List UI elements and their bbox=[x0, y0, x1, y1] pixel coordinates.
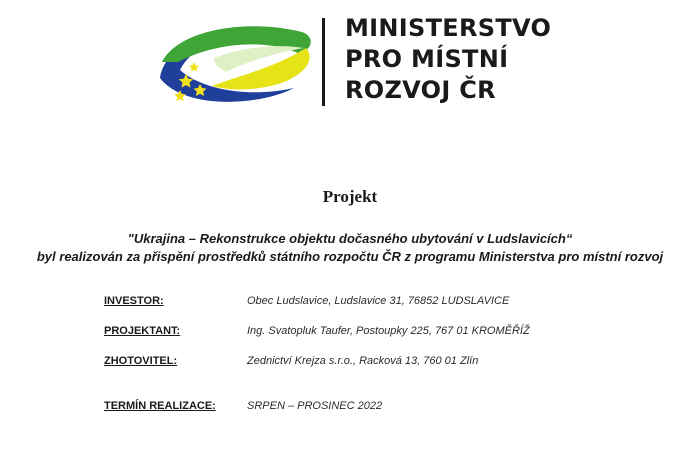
projektant-label: PROJEKTANT: bbox=[104, 325, 181, 337]
ministry-name bbox=[345, 13, 551, 106]
logo-divider bbox=[322, 18, 325, 106]
ministry-name-line: MINISTERSTVO bbox=[345, 14, 552, 42]
zhotovitel-label: ZHOTOVITEL: bbox=[104, 355, 178, 367]
termin-realizace-value: SRPEN – PROSINEC 2022 bbox=[247, 400, 383, 412]
zhotovitel-value: Zednictví Krejza s.r.o., Racková 13, 760 01 Zlín bbox=[247, 355, 479, 367]
mmr-logo-icon bbox=[154, 18, 316, 106]
project-description bbox=[0, 230, 700, 266]
project-funding-line: byl realizován za přispění prostředků státního rozpočtu ČR z programu Ministerstva pro místní rozvoj bbox=[36, 249, 664, 264]
termin-realizace-label: TERMÍN REALIZACE: bbox=[104, 400, 216, 412]
document-heading: Projekt bbox=[322, 187, 378, 206]
ministry-name-line: ROZVOJ ČR bbox=[345, 76, 496, 104]
project-title-line: "Ukrajina – Rekonstrukce objektu dočasného ubytování v Ludslavicích“ bbox=[127, 231, 573, 246]
projektant-value: Ing. Svatopluk Taufer, Postoupky 225, 767 01 KROMĚŘÍŽ bbox=[247, 325, 530, 337]
ministry-name-line: PRO MÍSTNÍ bbox=[345, 45, 509, 73]
investor-label: INVESTOR: bbox=[104, 295, 164, 307]
investor-value: Obec Ludslavice, Ludslavice 31, 76852 LUDSLAVICE bbox=[247, 295, 510, 307]
